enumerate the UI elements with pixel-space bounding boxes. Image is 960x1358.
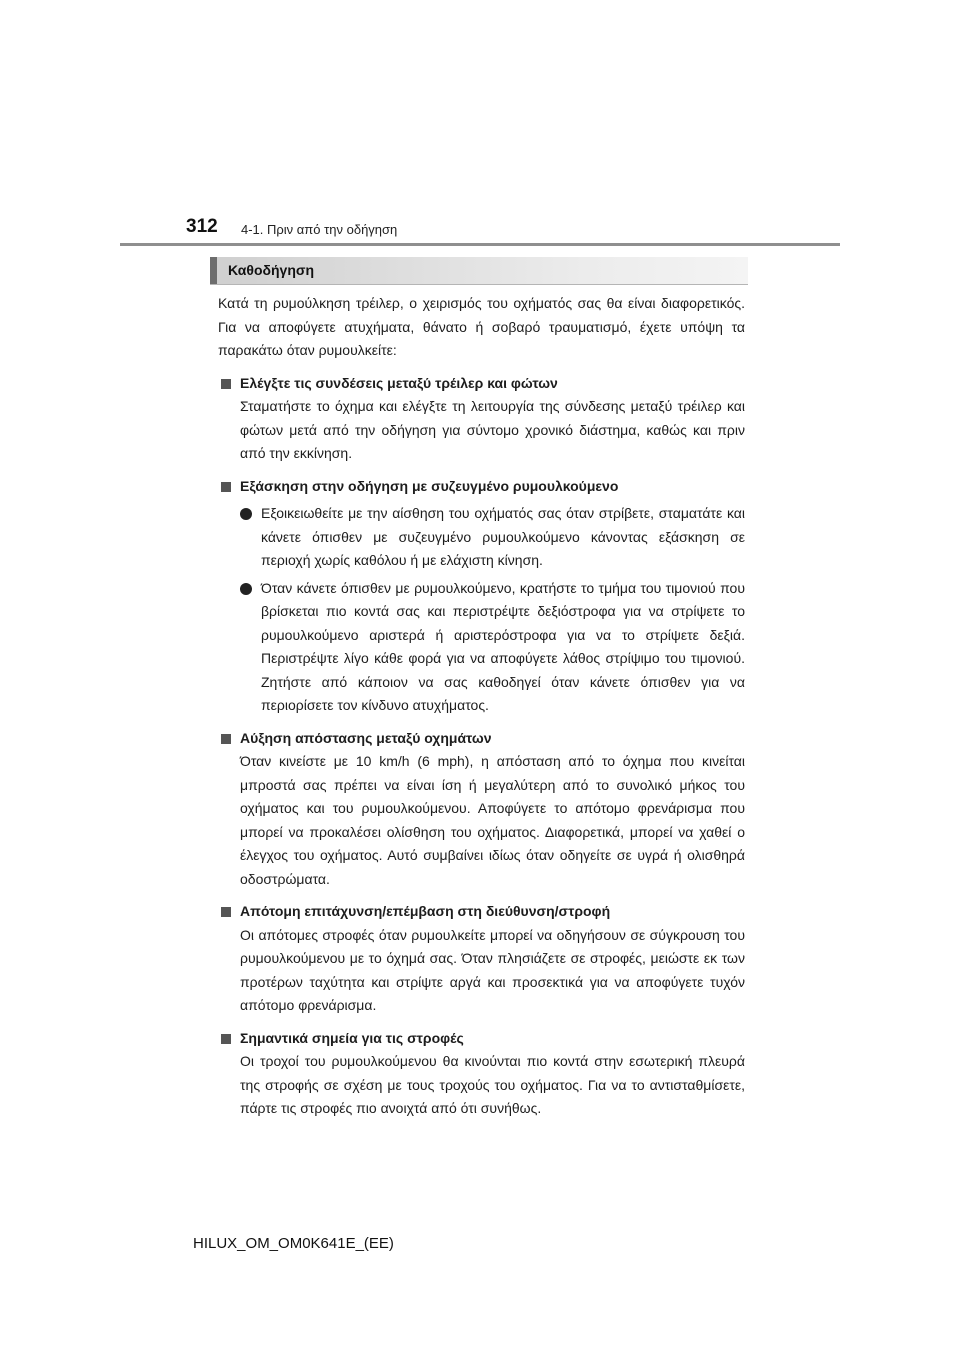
section-heading — [218, 475, 745, 499]
square-bullet-icon — [221, 907, 231, 917]
section-turning-points — [218, 1027, 745, 1121]
section-heading — [218, 727, 745, 751]
heading-bar — [210, 257, 748, 285]
square-bullet-icon — [221, 482, 231, 492]
section-text: Σταματήστε το όχημα και ελέγξτε τη λειτουργία της σύνδεσης μεταξύ τρέιλερ και φώτων μετά από την οδήγηση για σύντομο χρονικό διάστημα, καθώς και πριν από την εκκίνηση. — [240, 398, 745, 461]
section-text: Οι τροχοί του ρυμουλκούμενου θα κινούνται πιο κοντά στην εσωτερική πλευρά της στροφής σε σχέση με τους τροχούς του οχήματος. Για να το αντισταθμίσετε, πάρτε τις στροφές πιο ανοιχτά από ότι συνήθως. — [240, 1053, 745, 1116]
heading-accent — [210, 257, 217, 284]
list-item-text: Εξοικειωθείτε με την αίσθηση του οχήματός σας όταν στρίβετε, σταματάτε και κάνετε όπισθεν με συζευγμένο ρυμουλκούμενο κάνοντας εξάσκηση σε περιοχή χωρίς καθόλου ή με ελάχιστη κίνηση. — [261, 505, 745, 568]
section-sudden-steering — [218, 900, 745, 1018]
page-number: 312 — [186, 216, 218, 237]
section-trailer-lights — [218, 372, 745, 466]
section-title-text: Ελέγξτε τις συνδέσεις μεταξύ τρέιλερ και φώτων — [240, 374, 558, 391]
intro-paragraph: Κατά τη ρυμούλκηση τρέιλερ, ο χειρισμός του οχήματός σας θα είναι διαφορετικός. Για να αποφύγετε ατυχήματα, θάνατο ή σοβαρό τραυματισμό, έχετε υπόψη τα παρακάτω όταν ρυμουλκείτε: — [218, 295, 745, 358]
section-practice-driving — [218, 475, 745, 718]
section-heading — [218, 372, 745, 396]
section-text: Οι απότομες στροφές όταν ρυμουλκείτε μπορεί να οδηγήσουν σε σύγκρουση του ρυμουλκούμενου με το όχημά σας. Όταν πλησιάζετε σε στροφές, μειώστε εκ των προτέρων ταχύτητα και στρίψτε αργά και προσεκτικά για να αποφύγετε τυχόν απότομο φρενάρισμα. — [240, 926, 745, 1013]
list-item-text: Όταν κάνετε όπισθεν με ρυμουλκούμενο, κρατήστε το τμήμα του τιμονιού που βρίσκεται πιο κοντά σας και περιστρέψτε δεξιόστροφα για να στρίψετε το ρυμουλκούμενο αριστερά ή αριστερόστροφα για να το στρίψετε δεξιά. Περιστρέψτε λίγο κάθε φορά για να αποφύγετε λάθος στρίψιμο του τιμονιού. Ζητήστε από κάποιον να σας καθοδηγεί όταν κάνετε όπισθεν για να περιορίσετε τον κίνδυνο ατυχήματος. — [261, 579, 745, 713]
square-bullet-icon — [221, 734, 231, 744]
section-title-text: Σημαντικά σημεία για τις στροφές — [240, 1029, 464, 1046]
section-title-text: Απότομη επιτάχυνση/επέμβαση στη διεύθυνση/στροφή — [240, 903, 611, 919]
main-content — [218, 292, 745, 1121]
section-heading — [218, 900, 745, 924]
list-item — [218, 502, 745, 573]
section-title: 4-1. Πριν από την οδήγηση — [241, 222, 398, 237]
section-text: Όταν κινείστε με 10 km/h (6 mph), η απόσταση από το όχημα που κινείται μπροστά σας πρέπει να είναι ίση ή μεγαλύτερη από το συνολικό μήκος του οχήματος και του ρυμουλκούμενου. Αποφύγετε το απότομο φρενάρισμα που μπορεί να προκαλέσει ολίσθηση του οχήματος. Διαφορετικά, μπορεί να χαθεί ο έλεγχος του οχήματος. Αυτό συμβαίνει ιδίως όταν οδηγείτε σε υγρά ή ολισθηρά οδοστρώματα. — [240, 753, 745, 887]
section-vehicle-distance — [218, 727, 745, 892]
round-bullet-icon — [240, 583, 252, 595]
square-bullet-icon — [221, 1034, 231, 1044]
round-bullet-icon — [240, 508, 252, 520]
square-bullet-icon — [221, 379, 231, 389]
list-item — [218, 577, 745, 718]
section-title-text: Εξάσκηση στην οδήγηση με συζευγμένο ρυμουλκούμενο — [240, 477, 619, 494]
header-divider — [120, 243, 840, 246]
section-heading — [218, 1027, 745, 1051]
section-title-text: Αύξηση απόστασης μεταξύ οχημάτων — [240, 729, 492, 746]
footer-code: HILUX_OM_OM0K641E_(EE) — [193, 1235, 394, 1252]
heading-title: Καθοδήγηση — [228, 262, 315, 278]
